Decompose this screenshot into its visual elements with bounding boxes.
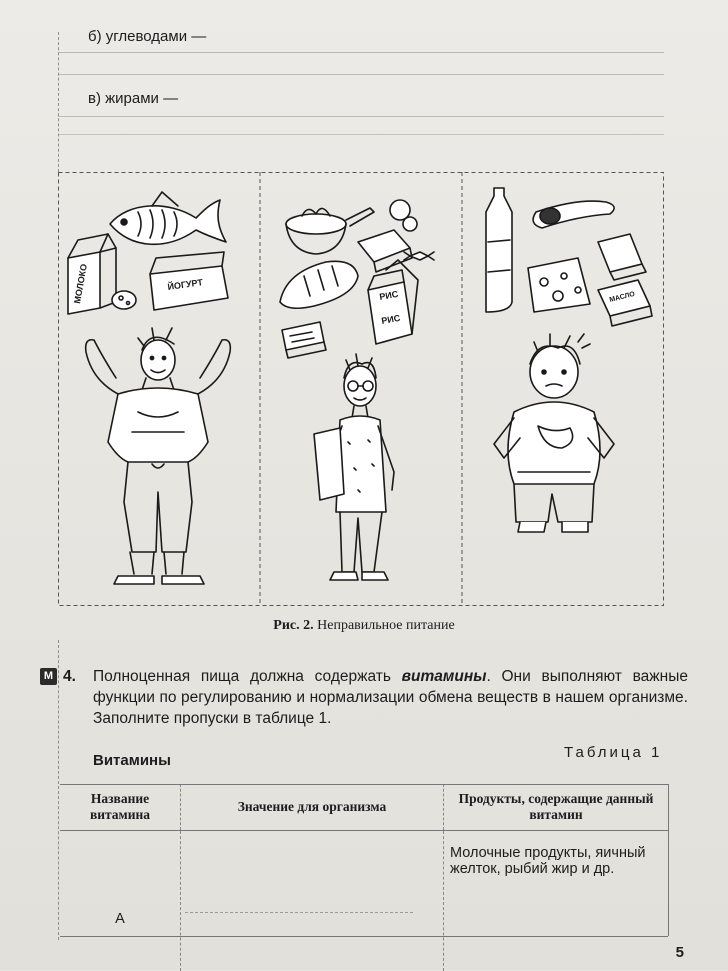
header-products: Продукты, содержащие данный витамин: [444, 784, 669, 831]
section-title: Витамины: [93, 752, 171, 769]
task-emphasis: витамины: [402, 668, 487, 685]
thin-boy-figure: [314, 354, 394, 580]
task-number: 4.: [63, 666, 76, 687]
bread-icon: [280, 261, 358, 308]
table-row: [60, 831, 668, 971]
table-header-row: [60, 784, 668, 831]
margin-dash: [58, 640, 59, 940]
yogurt-label: ЙОГУРТ: [167, 276, 204, 292]
vitamin-meaning-cell[interactable]: [181, 831, 444, 971]
page-number: 5: [676, 944, 684, 961]
figure-caption: [0, 618, 728, 634]
margin-dash: [58, 32, 59, 172]
butter-label: МАСЛО: [609, 291, 636, 304]
rice-label-1: РИС: [379, 289, 400, 302]
figure-improper-nutrition: [58, 172, 664, 606]
bottle-icon: [486, 188, 512, 312]
cake-icon: [358, 200, 417, 272]
milk-label: МОЛОКО: [72, 263, 89, 304]
method-icon: М: [40, 668, 57, 685]
chocolate-bar-icon: [282, 322, 326, 358]
divider: [58, 116, 664, 117]
answer-line: [185, 912, 413, 913]
bowl-icon: [286, 208, 374, 254]
vitamins-table: [60, 784, 668, 971]
figure-illustration: [58, 172, 664, 606]
fish-icon: [110, 192, 226, 244]
caption-number: Рис. 2.: [273, 618, 313, 633]
sausage-icon: [533, 201, 614, 228]
header-meaning: Значение для организма: [181, 784, 444, 831]
overweight-boy-figure: [494, 334, 614, 532]
fill-line-fats: в) жирами —: [88, 90, 178, 107]
task-text: Полноценная пища должна содержать витамины. Они выполняют важные функции по регулированию и нормализации обмена веществ в нашем организме. Заполните пропуски в таблице 1.: [93, 666, 688, 729]
caption-text: Неправильное питание: [317, 618, 455, 633]
rice-label-2: РИС: [381, 313, 402, 326]
table-top-line: [60, 784, 668, 785]
vitamin-name-cell: А: [60, 831, 181, 971]
cookie-box-icon: [598, 234, 646, 280]
divider: [58, 74, 664, 75]
table-bottom-line: [60, 936, 668, 937]
divider: [58, 52, 664, 53]
muscular-man-figure: [86, 328, 231, 584]
butter-icon: [598, 280, 652, 326]
fill-line-carbs: б) углеводами —: [88, 28, 206, 45]
cheese-icon: [112, 291, 136, 309]
cheese-wedge-icon: [528, 258, 590, 312]
table-label: Таблица 1: [564, 744, 662, 761]
divider: [58, 134, 664, 135]
header-name: Название витамина: [60, 784, 181, 831]
vitamin-products-cell: Молочные продукты, яичный желток, рыбий жир и др.: [444, 831, 669, 971]
table-right-edge: [668, 784, 669, 936]
